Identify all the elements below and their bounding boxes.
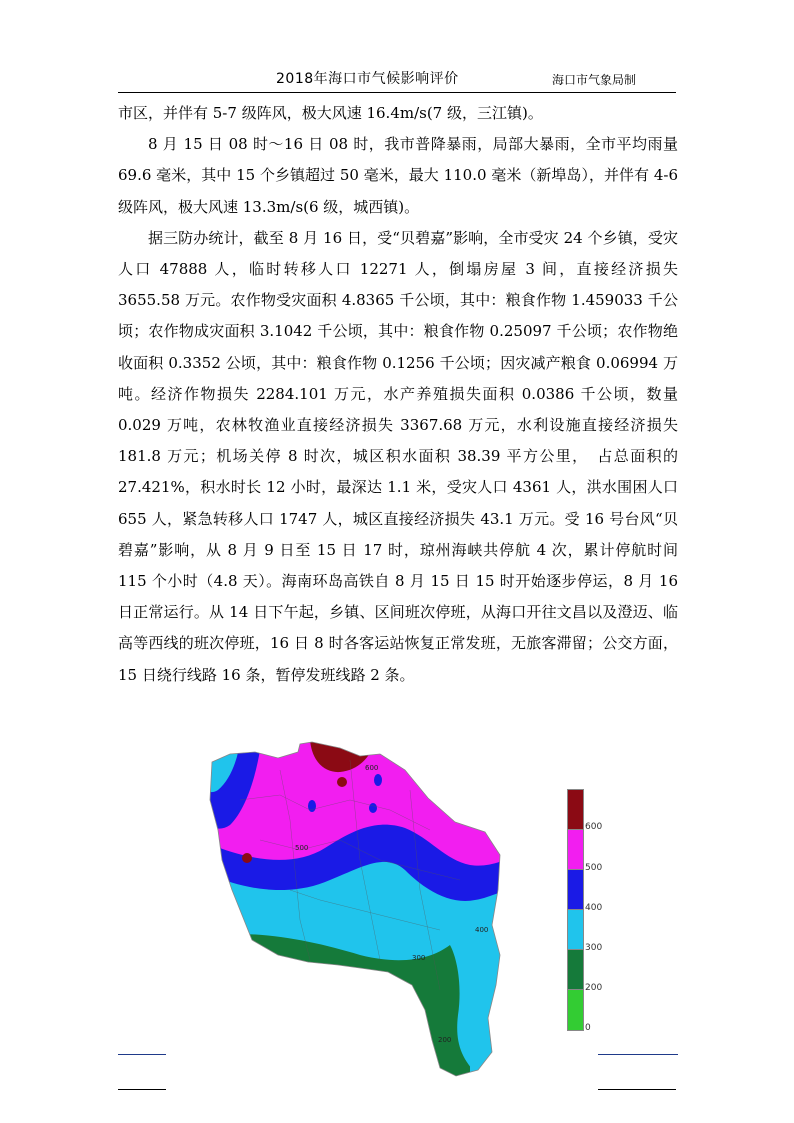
spot-400-3 bbox=[374, 774, 382, 786]
color-legend bbox=[567, 789, 617, 1034]
paragraph-1: 市区，并伴有 5-7 级阵风，极大风速 16.4m/s(7 级，三江镇)。 bbox=[118, 104, 543, 122]
legend-swatch-100 bbox=[567, 989, 584, 1031]
legend-label-500: 500 bbox=[585, 863, 603, 873]
rainfall-map bbox=[200, 740, 530, 1080]
legend-swatch-500 bbox=[567, 829, 584, 871]
legend-swatch-200 bbox=[567, 949, 584, 991]
band-200 bbox=[200, 934, 470, 1080]
spot-400 bbox=[308, 800, 316, 812]
legend-label-400: 400 bbox=[585, 903, 603, 913]
footer-rule-right-top bbox=[598, 1054, 678, 1055]
legend-swatch-600 bbox=[567, 789, 584, 831]
spot-600-2 bbox=[242, 853, 252, 863]
footer-rule-left-top bbox=[118, 1054, 166, 1055]
legend-label-600: 600 bbox=[585, 822, 603, 832]
footer-rule-right-bottom bbox=[598, 1089, 676, 1090]
legend-label-200: 200 bbox=[585, 983, 603, 993]
publisher-name: 海口市气象局制 bbox=[552, 73, 637, 87]
rainfall-map-image bbox=[200, 740, 530, 1080]
contour-label-400: 400 bbox=[475, 926, 489, 934]
legend-label-0: 0 bbox=[585, 1023, 591, 1033]
paragraph-2: 8 月 15 日 08 时～16 日 08 时，我市普降暴雨，局部大暴雨，全市平均雨量 69.6 毫米，其中 15 个乡镇超过 50 毫米，最大 110.0 毫米（新埠岛），并伴有 4-6 级阵风，极大风速 13.3m/s(6 级，城西镇)。 bbox=[118, 135, 678, 216]
page-header bbox=[118, 64, 676, 93]
legend-swatch-300 bbox=[567, 909, 584, 951]
contour-label-300: 300 bbox=[412, 954, 426, 962]
contour-label-600: 600 bbox=[365, 764, 379, 772]
contour-label-500: 500 bbox=[295, 844, 309, 852]
spot-600 bbox=[337, 777, 347, 787]
footer-rule-left-bottom bbox=[118, 1089, 166, 1090]
paragraph-3: 据三防办统计，截至 8 月 16 日，受“贝碧嘉”影响，全市受灾 24 个乡镇，受灾人口 47888 人，临时转移人口 12271 人，倒塌房屋 3 间，直接经济损失 3655.58 万元。农作物受灾面积 4.8365 千公顷，其中：粮食作物 1.459033 千公顷；农作物成灾面积 3.1042 千公顷，其中：粮食作物 0.25097 千公顷；农作物绝收面积 0.3352 公顷，其中：粮食作物 0.1256 千公顷；因灾减产粮食 0.06994 万吨。经济作物损失 2284.101 万元，水产养殖损失面积 0.0386 千公顷，数量 0.029 万吨，农林牧渔业直接经济损失 3367.68 万元，水利设施直接经济损失 181.8 万元；机场关停 8 时次，城区积水面积 38.39 平方公里， 占总面积的 27.421%，积水时长 12 小时，最深达 1.1 米，受灾人口 4361 人，洪水围困人口 655 人，紧急转移人口 1747 人，城区直接经济损失 43.1 万元。受 16 号台风“贝碧嘉”影响，从 8 月 9 日至 15 日 17 时，琼州海峡共停航 4 次，累计停航时间 115 个小时（4.8 天）。海南环岛高铁自 8 月 15 日 15 时开始逐步停运，8 月 16 日正常运行。从 14 日下午起，乡镇、区间班次停班，从海口开往文昌以及澄迈、临高等西线的班次停班，16 日 8 时各客运站恢复正常发班，无旅客滞留；公交方面，15 日绕行线路 16 条，暂停发班线路 2 条。 bbox=[118, 228, 678, 684]
contour-label-200: 200 bbox=[438, 1036, 452, 1044]
body-text bbox=[118, 98, 678, 691]
legend-swatch-400 bbox=[567, 869, 584, 911]
spot-400-2 bbox=[369, 803, 377, 813]
legend-label-300: 300 bbox=[585, 943, 603, 953]
document-title: 2018年海口市气候影响评价 bbox=[276, 71, 459, 87]
